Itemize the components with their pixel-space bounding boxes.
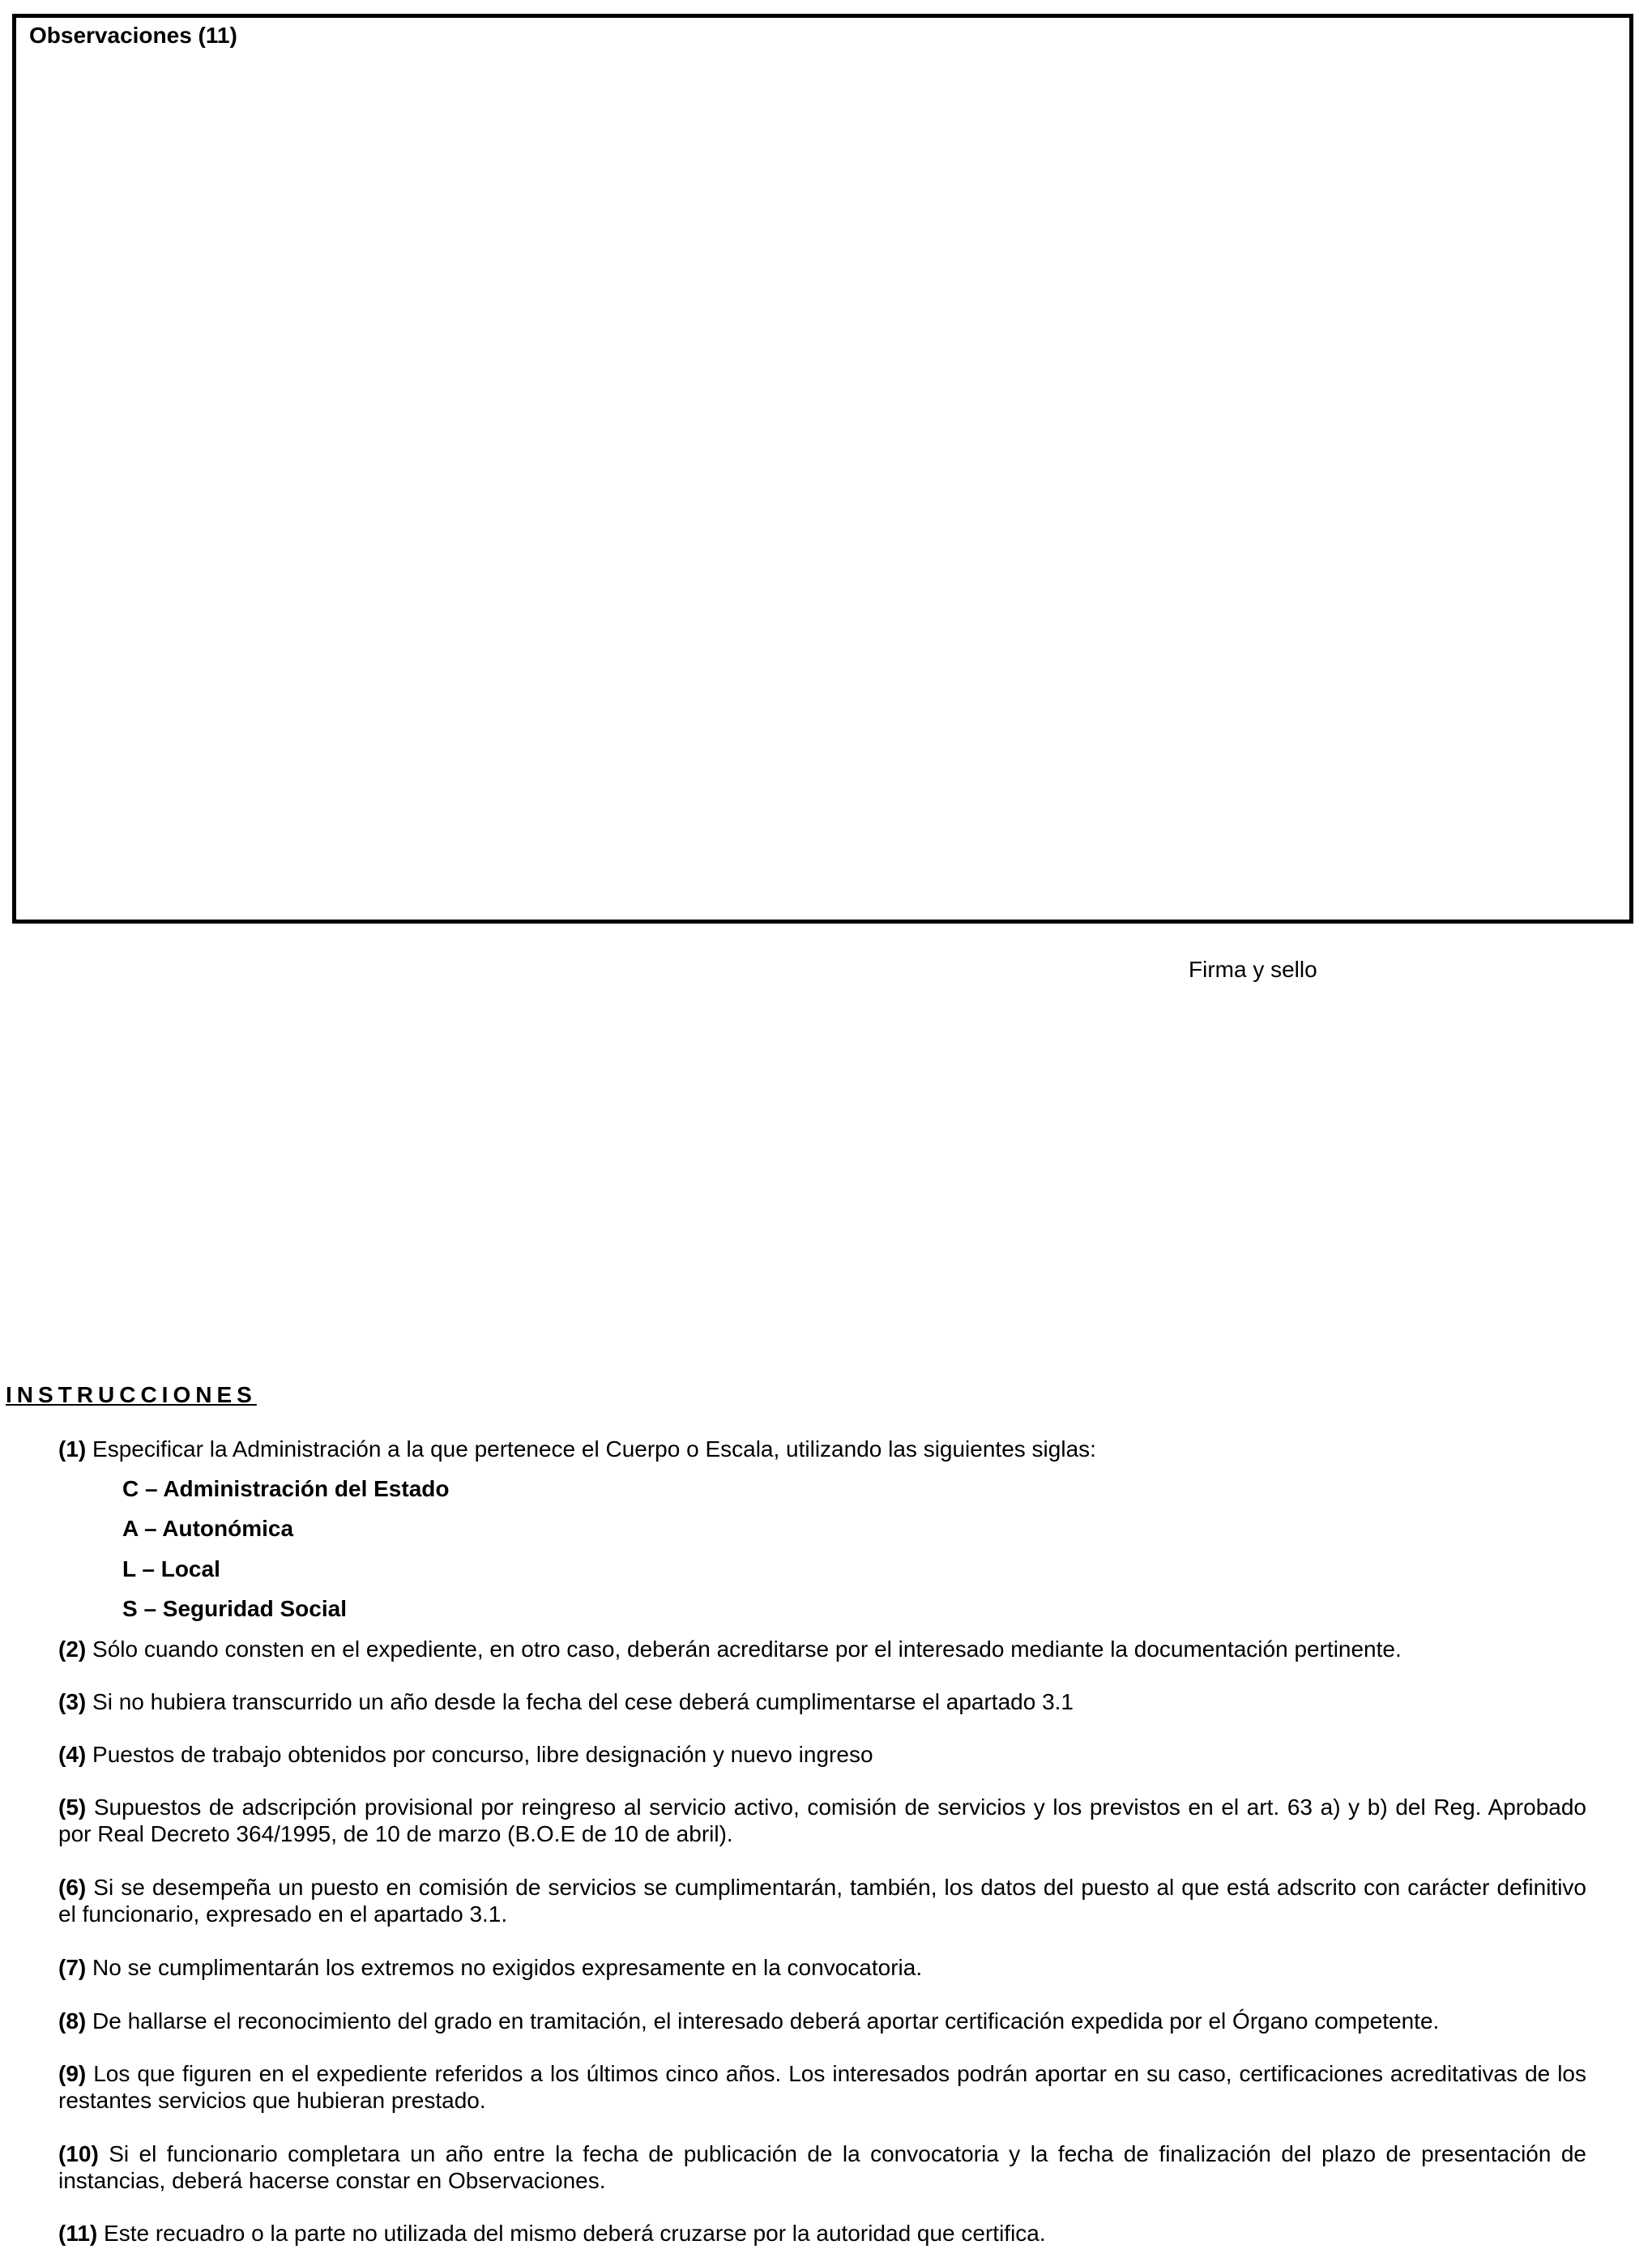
note-number: (4) [58, 1742, 87, 1767]
instruction-note-9 [58, 2060, 1586, 2114]
sigla-item-a: A – Autonómica [122, 1516, 294, 1541]
note-text: Si no hubiera transcurrido un año desde la fecha del cese deberá cumplimentarse el apartado 3.1 [92, 1689, 1074, 1714]
sigla-item-l: L – Local [122, 1556, 220, 1581]
instruction-note-7 [58, 1954, 1586, 1981]
note-number: (6) [58, 1875, 87, 1900]
note-text: Puestos de trabajo obtenidos por concurso, libre designación y nuevo ingreso [92, 1742, 873, 1767]
note-text: Este recuadro o la parte no utilizada del mismo deberá cruzarse por la autoridad que certifica. [104, 2221, 1046, 2246]
note-number: (2) [58, 1637, 87, 1662]
note-text: De hallarse el reconocimiento del grado en tramitación, el interesado deberá aportar certificación expedida por el Órgano competente. [92, 2008, 1440, 2033]
observaciones-box[interactable] [12, 14, 1633, 924]
note-text: No se cumplimentarán los extremos no exigidos expresamente en la convocatoria. [92, 1955, 923, 1980]
sigla-item-s: S – Seguridad Social [122, 1596, 347, 1621]
instruction-note-2 [58, 1636, 1586, 1662]
note-number: (7) [58, 1955, 87, 1980]
note-number: (10) [58, 2141, 99, 2166]
instruction-note-6 [58, 1874, 1586, 1927]
note-number: (1) [58, 1436, 87, 1462]
instruction-note-3 [58, 1688, 1586, 1715]
note-number: (8) [58, 2008, 87, 2033]
instruction-note-1 [58, 1436, 1586, 1462]
instruction-note-11 [58, 2220, 1586, 2247]
note-number: (5) [58, 1795, 87, 1820]
note-text: Especificar la Administración a la que pertenece el Cuerpo o Escala, utilizando las siguientes siglas: [92, 1436, 1096, 1462]
note-number: (3) [58, 1689, 87, 1714]
note-number: (11) [58, 2221, 98, 2246]
note-text: Si se desempeña un puesto en comisión de servicios se cumplimentarán, también, los datos del puesto al que está adscrito con carácter definitivo el funcionario, expresado en el apartado 3.1. [58, 1875, 1587, 1927]
instruction-note-4 [58, 1741, 1586, 1768]
note-text: Sólo cuando consten en el expediente, en otro caso, deberán acreditarse por el interesado mediante la documentación pertinente. [92, 1637, 1402, 1662]
note-text: Los que figuren en el expediente referidos a los últimos cinco años. Los interesados podrán aportar en su caso, certificaciones acreditativas de los restantes servicios que hubieran prestado. [58, 2061, 1587, 2113]
instruction-note-10 [58, 2140, 1586, 2194]
firma-y-sello-label: Firma y sello [1189, 957, 1317, 982]
instruction-note-5 [58, 1794, 1586, 1847]
note-text: Supuestos de adscripción provisional por reingreso al servicio activo, comisión de servicios y los previstos en el art. 63 a) y b) del Reg. Aprobado por Real Decreto 364/1995, de 10 de marzo (B.O.E de 10 de abril). [58, 1795, 1586, 1846]
sigla-item-c: C – Administración del Estado [122, 1476, 450, 1501]
observaciones-title: Observaciones (11) [29, 23, 237, 48]
note-text: Si el funcionario completara un año entre la fecha de publicación de la convocatoria y la fecha de finalización del plazo de presentación de instancias, deberá hacerse constar en Observaciones. [58, 2141, 1587, 2193]
instruction-note-8 [58, 2008, 1586, 2034]
instrucciones-heading: INSTRUCCIONES [6, 1382, 257, 1407]
note-number: (9) [58, 2061, 87, 2086]
